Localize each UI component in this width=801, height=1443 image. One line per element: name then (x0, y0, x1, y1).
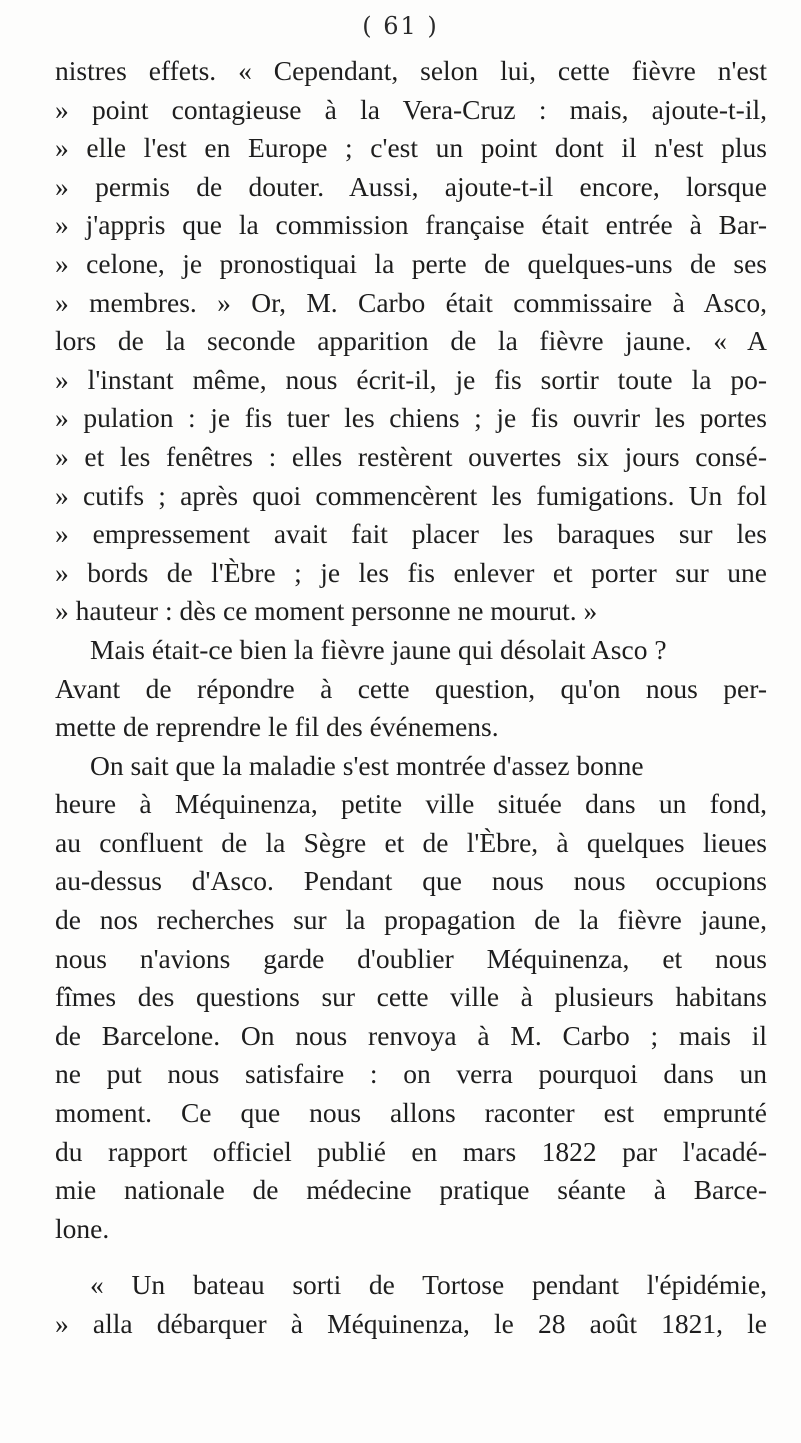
text-line: » et les fenêtres : elles restèrent ouvertes six jours consé- (55, 440, 767, 472)
text-line: » permis de douter. Aussi, ajoute-t-il encore, lorsque (55, 170, 767, 202)
text-line: « Un bateau sorti de Tortose pendant l'épidémie, (90, 1269, 767, 1301)
text-line: du rapport officiel publié en mars 1822 par l'acadé- (55, 1135, 767, 1167)
text-line: nistres effets. « Cependant, selon lui, cette fièvre n'est (55, 55, 767, 86)
text-line: mie nationale de médecine pratique séante à Barce- (55, 1174, 767, 1206)
text-line: » l'instant même, nous écrit-il, je fis sortir toute la po- (55, 363, 767, 395)
text-line: fîmes des questions sur cette ville à plusieurs habitans (55, 981, 767, 1013)
text-line: » alla débarquer à Méquinenza, le 28 août 1821, le (55, 1308, 767, 1339)
text-line: » point contagieuse à la Vera-Cruz : mais, ajoute-t-il, (55, 93, 767, 125)
text-line: ne put nous satisfaire : on verra pourquoi dans un (55, 1058, 767, 1090)
text-line: de Barcelone. On nous renvoya à M. Carbo ; mais il (55, 1019, 767, 1051)
text-line: mette de reprendre le fil des événemens. (55, 711, 499, 743)
text-line: » hauteur : dès ce moment personne ne mourut. » (55, 595, 598, 627)
text-line: » pulation : je fis tuer les chiens ; je fis ouvrir les portes (55, 402, 767, 434)
page-number: ( 61 ) (362, 12, 439, 40)
paragraph-gap (55, 1248, 767, 1266)
text-line: de nos recherches sur la propagation de la fièvre jaune, (55, 904, 767, 936)
text-line: au confluent de la Sègre et de l'Èbre, à quelques lieues (55, 826, 767, 858)
text-line: Mais était-ce bien la fièvre jaune qui désolait Asco ? (90, 633, 667, 665)
body-text (55, 52, 767, 1344)
text-line: » cutifs ; après quoi commencèrent les fumigations. Un fol (55, 479, 767, 511)
text-line: Avant de répondre à cette question, qu'on nous per- (55, 672, 767, 704)
text-line: » membres. » Or, M. Carbo était commissaire à Asco, (55, 286, 767, 318)
text-line: nous n'avions garde d'oublier Méquinenza, et nous (55, 942, 767, 974)
text-line: lors de la seconde apparition de la fièvre jaune. « A (55, 325, 767, 357)
text-line: On sait que la maladie s'est montrée d'assez bonne (90, 749, 644, 781)
text-line: au-dessus d'Asco. Pendant que nous nous occupions (55, 865, 767, 897)
text-line: » empressement avait fait placer les baraques sur les (55, 518, 767, 550)
text-line: » celone, je pronostiquai la perte de quelques-uns de ses (55, 247, 767, 279)
text-line: lone. (55, 1212, 110, 1244)
text-line: » elle l'est en Europe ; c'est un point dont il n'est plus (55, 132, 767, 164)
text-line: » j'appris que la commission française était entrée à Bar- (55, 209, 767, 241)
text-line: heure à Méquinenza, petite ville située dans un fond, (55, 788, 767, 820)
text-line: » bords de l'Èbre ; je les fis enlever et porter sur une (55, 556, 767, 588)
text-line: moment. Ce que nous allons raconter est emprunté (55, 1097, 767, 1129)
